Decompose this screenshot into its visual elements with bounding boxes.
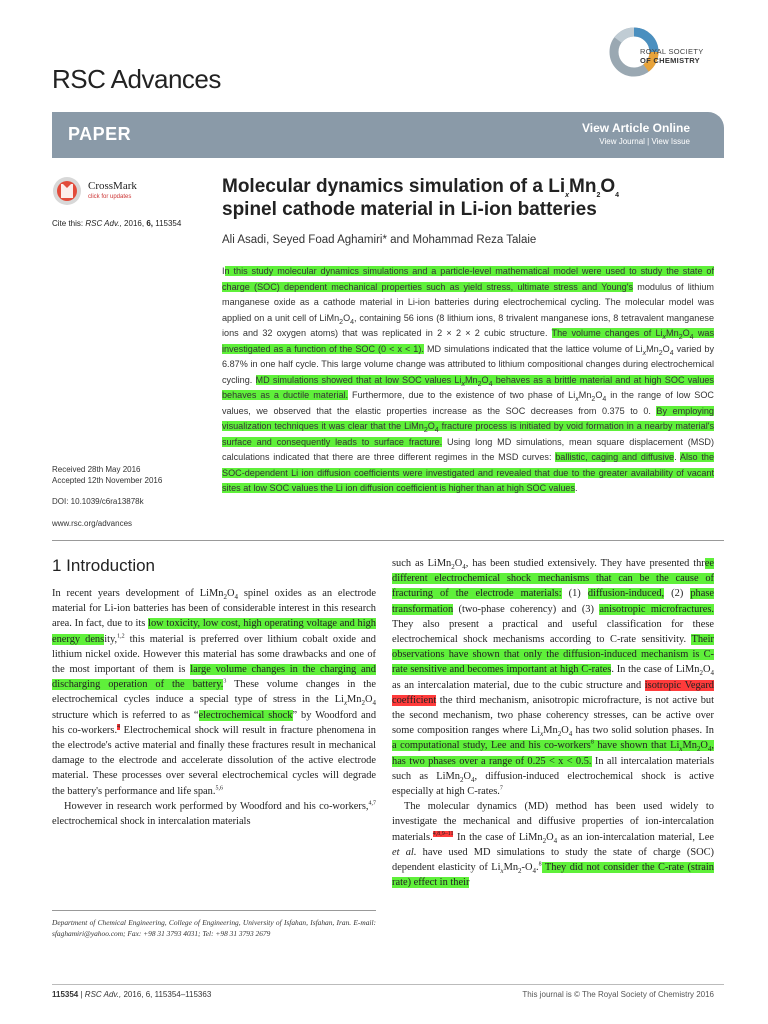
body-text: O [226, 588, 235, 599]
body-text: (1) [561, 588, 588, 600]
abstract-highlight: O [682, 328, 690, 338]
citation[interactable]: 5,6 [215, 785, 223, 792]
intro-paragraph-2 [52, 799, 376, 829]
abstract-text: varied by 6.87% in one half cycle. This large volume change was attributed to lithium compositional changes during electrochemical cycling. [222, 343, 714, 385]
paper-banner [52, 112, 724, 158]
right-column [392, 556, 714, 890]
body-highlight-red: isotropic Vegard coefficient [392, 679, 714, 706]
body-highlight: Mn [682, 740, 697, 752]
body-highlight: anisotropic microfractures. [599, 603, 714, 615]
subscript: 4 [669, 349, 674, 357]
subscript: 4 [350, 318, 355, 326]
subscript: 2 [591, 395, 596, 403]
body-text: The molecular dynamics (MD) method has been used widely to investigate the mechanical and diffusive properties of ion-intercalation materials. [392, 801, 714, 843]
citation[interactable]: 8 [538, 861, 542, 868]
body-text: In all intercalation materials such as LiMn [392, 755, 714, 782]
body-highlight: ee different electrochemical shock mechanisms that can be the cause of fracturing of the electrode materials: [392, 558, 714, 600]
body-text: These volume changes in the electrochemical cycles induce a special type of stress in the Li [52, 679, 376, 706]
crossmark-badge[interactable] [52, 176, 164, 212]
body-text: have used MD simulations to study the state of charge (SOC) dependent elasticity of Li [392, 846, 714, 874]
article-title [222, 175, 722, 221]
title-sub: 2 [596, 191, 601, 199]
crossmark-icon [52, 176, 82, 206]
intro-paragraph-1: In recent years development of $LiMn_2O_4$ spinel oxides as an electrode material for Li-ion batteries has been of considerable interest in this research area. In fact, due to its low toxicity, low cost, high operating voltage and high energy density,$^{1,2}$ this material is preferred over lithium cobalt oxide and lithium nickel oxide. However this material has some drawbacks and one of the most important of them is large volume changes in the charging and discharging operation of the battery.$^3$ These volume changes in the electrochemical cycles induce a special type of stress in the $Li_xMn_2O_4$ structure which is referred to as “electrochemical shock” by Woodford and his co-workers.$^4$ Electrochemical shock will result in fracture phenomena in the electrode's active material and finally these fractures result in mechanical damage to the electrode and accelerate dissolution of the active electrode material. These processes over several electrochemical cycles will degrade the battery's performance and life span.$^{5,6}$ [52, 588, 377, 797]
body-highlight: diffusion-induced, [587, 588, 665, 600]
subscript: 4 [434, 426, 439, 434]
rsc-logo-text [640, 47, 704, 65]
body-highlight: , has two phases over a range of 0.25 < x < 0.5. [392, 740, 715, 767]
abstract-highlight: O [427, 421, 435, 431]
body-highlight: electrochemical shock [198, 709, 293, 721]
abstract-highlight: O [481, 374, 489, 385]
cite-line [52, 219, 181, 228]
received-dates [52, 464, 162, 486]
abstract-highlight: Also the SOC-dependent Li ion diffusion coefficients were investigated and revealed that due to the greater availability of vacant sites at low SOC values the Li ion diffusion coefficient is higher than at high SOC values [222, 452, 715, 493]
citation[interactable]: 4,7 [368, 800, 376, 807]
body-text: However in research work performed by Woodford and his co-workers, [64, 800, 369, 812]
subscript: x [575, 395, 579, 403]
footer-pages: 2016, 6, 115354–115363 [121, 990, 212, 999]
title-line2: spinel cathode material in Li-ion batteries [222, 199, 597, 220]
body-text: Mn [503, 862, 519, 874]
cite-prefix: Cite this: [52, 219, 84, 228]
page-footer-right: This journal is © The Royal Society of Chemistry 2016 [522, 990, 714, 999]
author-list: Ali Asadi, Seyed Foad Aghamiri* and Mohammad Reza Talaie [222, 234, 537, 246]
body-text: , has been studied extensively. They have presented thr [465, 558, 705, 569]
intro-paragraph-4: The molecular dynamics (MD) method has been used widely to investigate the mechanical and diffusive properties of ion-intercalation materials.$^{4,8,9-11}$ In the case of $LiMn_2O_4$ as an ion-intercalation material, Lee et al. have used MD simulations to study the state of charge (SOC) dependent elasticity of $Li_xMn_2-O_4.^8$ They did not consider the C-rate (strain rate) effect in their [392, 801, 715, 889]
body-highlight: have shown that Li [593, 740, 680, 752]
paper-type-label: PAPER [68, 124, 132, 144]
doi[interactable]: DOI: 10.1039/c6ra13878k [52, 497, 144, 506]
subscript: 2 [477, 380, 482, 388]
journal-url[interactable]: www.rsc.org/advances [52, 519, 133, 528]
abstract-text: , containing 56 ions (8 lithium ions, 8 trivalent manganese ions, 8 tetravalent manganese ions and 32 oxygen atoms) that was replicated in 2 × 2 × 2 cubic structure. [222, 312, 714, 338]
cite-volume: 6, [146, 219, 153, 228]
abstract-text: . [575, 483, 578, 493]
abstract-highlight: The volume changes of Li [551, 328, 663, 338]
subscript: 2 [678, 333, 683, 341]
body-text: . [536, 862, 539, 874]
page-number: 115354 [52, 990, 79, 999]
abstract-highlight: was investigated as a function of the SOC (0 < x < 1). [222, 328, 714, 354]
body-text: O [561, 725, 569, 737]
accepted-date: Accepted 12th November 2016 [52, 476, 163, 485]
section-heading: 1 Introduction [52, 556, 156, 575]
section-divider [52, 540, 724, 541]
abstract-highlight: n this study molecular dynamics simulations and a particle-level mathematical model were used to study the state of charge (SOC) dependent mechanical properties such as yield stress, ultimate stress and Young's [222, 266, 714, 292]
title-part: Molecular dynamics simulation of a Li [222, 176, 566, 197]
title-sub: 4 [615, 191, 620, 199]
subscript: x [662, 333, 667, 341]
abstract-text: O [343, 312, 351, 323]
body-text: O [546, 831, 554, 843]
abstract-text: MD simulations indicated that the lattice volume of Li [423, 343, 643, 354]
body-text: . In the case of LiMn [611, 664, 700, 676]
subscript: 2 [339, 318, 344, 326]
body-text: They also present a practical and useful classification for these electrochemical shock mechanisms according to C-rate sensitivity. [392, 618, 714, 646]
body-text: as an intercalation material, due to the cubic structure and [392, 679, 645, 691]
footer-rule [52, 984, 724, 985]
subscript: 4 [602, 395, 607, 403]
body-text: O [364, 694, 373, 706]
abstract [222, 264, 714, 497]
abstract-text: in the range of low SOC values, we observed that the elastic properties increase as the SOC decreases from 0.375 to 0. [222, 390, 714, 416]
subscript: 4 [488, 380, 493, 388]
left-column [52, 586, 376, 829]
abstract-text: O [595, 390, 603, 400]
body-text: Electrochemical shock will result in fracture phenomena in the electrode's active material and finally these fractures result in mechanical damage to the electrode and accelerate dissolution of the active electrode material. These processes over several electrochemical cycles will degrade the battery's performance and life span. [52, 724, 376, 797]
body-highlight: large volume changes in the charging and discharging operation of the battery. [52, 664, 376, 691]
abstract-highlight: fracture process is initiated by void formation in a nearby material's surface and consequently leads to surface fracture. [222, 421, 714, 447]
citation[interactable]: 1,2 [117, 633, 125, 640]
abstract-highlight: MD simulations showed that at low SOC values Li [255, 374, 462, 385]
cite-journal: RSC Adv., [85, 219, 122, 228]
subscript: x [642, 349, 647, 357]
title-part: O [600, 176, 616, 197]
citation[interactable]: 4,8,9–11 [432, 831, 454, 838]
body-text: structure which is referred to as “ [52, 709, 199, 721]
crossmark-label: CrossMark [88, 180, 137, 192]
abstract-text: Using long MD simulations, mean square displacement (MSD) calculations indicated that there are three different regimes in the MSD curves: [222, 436, 714, 462]
subscript: 4 [689, 333, 694, 341]
subscript: 2 [658, 349, 663, 357]
intro-paragraph-3: such as $LiMn_2O_4$, has been studied extensively. They have presented three different electrochemical shock mechanisms that can be the cause of fracturing of the electrode materials: (1) diffusion-induced, (2) phase transformation (two-phase coherency) and (3) anisotropic microfractures. They also present a practical and useful classification for these electrochemical shock mechanisms according to C-rate sensitivity. Their observations have shown that only the diffusion-induced mechanism is C-rate sensitive and becomes important at high C-rates. In the case of $LiMn_2O_4$ as an intercalation material, due to the cubic structure and isotropic Vegard coefficient the third mechanism, anisotropic microfracture, is not active but the second mechanism, two phase coherency stresses, can be active over some composition ranges where $Li_xMn_2O_4$ has two solid solution phases. In a computational study, Lee and his co-workers$^8$ have shown that $Li_xMn_2O_4$, has two phases over a range of 0.25 < x < 0.5. In all intercalation materials such as $LiMn_2O_4$, diffusion-induced electrochemical shock is active especially at high C-rates.$^7$ [392, 558, 715, 798]
affiliation-footnote: Department of Chemical Engineering, College of Engineering, University of Isfahan, Isfahan, Iran. E-mail: sfaghamiri@yahoo.com; Fax: +98 31 3793 4031; Tel: +98 31 3793 2679 [52, 918, 376, 938]
view-journal-issue-links[interactable]: View Journal | View Issue [599, 137, 690, 146]
body-highlight: low toxicity, low cost, high operating voltage and high energy dens [52, 618, 376, 645]
abstract-text: I [222, 266, 225, 276]
footer-sep: | [78, 990, 85, 999]
body-highlight: O [700, 740, 708, 752]
body-highlight: phase transformation [392, 588, 715, 615]
abstract-text: Mn [578, 390, 592, 400]
cite-page: 115354 [155, 219, 182, 228]
abstract-text: modulus of lithium manganese oxide as a cathode material in Li-ion batteries during electrochemical cycling. The molecular model was applied on a unit cell of LiMn [222, 281, 714, 323]
subscript: 2 [423, 426, 428, 434]
journal-title: RSC Advances [52, 64, 221, 94]
body-text: et al. [392, 846, 417, 858]
body-text: ” by Woodford and his co-workers. [52, 709, 377, 736]
body-text: has two solid solution phases. In [572, 725, 715, 737]
body-text: In recent years development of LiMn [52, 588, 224, 599]
body-highlight: They did not consider the C-rate (strain rate) effect in their [392, 862, 714, 889]
body-text: this material is preferred over lithium cobalt oxide and lithium nickel oxide. However this material has some drawbacks and one of the most important of them is [52, 633, 377, 676]
body-highlight: Their observations have shown that only the diffusion-induced mechanism is C-rate sensitive and becomes important at high C-rates [392, 634, 714, 676]
cite-year: 2016, [124, 219, 145, 228]
body-text: the third mechanism, anisotropic microfracture, is not active but the second mechanism, two phase coherency stresses, can be active over some composition ranges where Li [392, 694, 714, 737]
abstract-text: Mn [646, 343, 659, 354]
citation[interactable]: 8 [590, 739, 594, 746]
body-text: (two-phase coherency) and (3) [453, 603, 600, 615]
body-text: -O [521, 862, 533, 874]
citation[interactable]: 4 [117, 724, 121, 731]
body-text: electrochemical shock in intercalation materials [52, 816, 251, 828]
rsc-logo-line1: ROYAL SOCIETY [640, 47, 704, 56]
body-text: , diffusion-induced electrochemical shock is active especially at high C-rates. [392, 770, 714, 798]
abstract-highlight: Mn [666, 328, 679, 338]
page-footer-left [52, 990, 211, 999]
footer-journal: RSC Adv., [84, 990, 122, 999]
body-text: O [703, 664, 711, 676]
citation[interactable]: 3 [223, 678, 227, 685]
crossmark-sub: click for updates [88, 194, 132, 200]
body-text: O [463, 770, 471, 782]
footnote-rule [52, 910, 376, 911]
abstract-text: . [674, 452, 680, 462]
body-text: In the case of LiMn [453, 831, 543, 843]
body-text: Mn [543, 725, 558, 737]
abstract-highlight: Mn [464, 374, 478, 385]
subscript: x [461, 380, 465, 388]
body-text: (2) [664, 588, 691, 600]
body-text: spinel oxides as an electrode material for Li-ion batteries has been of considerable interest in this research area. In fact, due to its [52, 588, 376, 630]
title-part: Mn [569, 176, 597, 197]
title-sub: x [565, 191, 570, 199]
body-text: O [454, 558, 463, 569]
rsc-logo[interactable] [606, 20, 726, 84]
view-article-online-link[interactable]: View Article Online [581, 121, 690, 135]
body-text: Mn [347, 694, 362, 706]
abstract-highlight: ballistic, caging and diffusive [555, 452, 675, 462]
received-date: Received 28th May 2016 [52, 465, 141, 474]
citation[interactable]: 7 [499, 785, 503, 792]
body-text: as an ion-intercalation material, Lee [557, 831, 715, 843]
body-text: such as LiMn [392, 558, 452, 569]
abstract-text: Furthermore, due to the existence of two phase of Li [348, 390, 576, 400]
abstract-text: O [662, 343, 670, 354]
body-highlight: a computational study, Lee and his co-workers [392, 740, 591, 752]
abstract-highlight: behaves as a brittle material and at high SOC values behaves as a ductile material. [222, 374, 714, 400]
body-text: ity, [104, 633, 118, 645]
rsc-logo-line2: OF CHEMISTRY [640, 56, 700, 65]
abstract-highlight: By employing visualization techniques it was clear that the LiMn [222, 405, 714, 431]
